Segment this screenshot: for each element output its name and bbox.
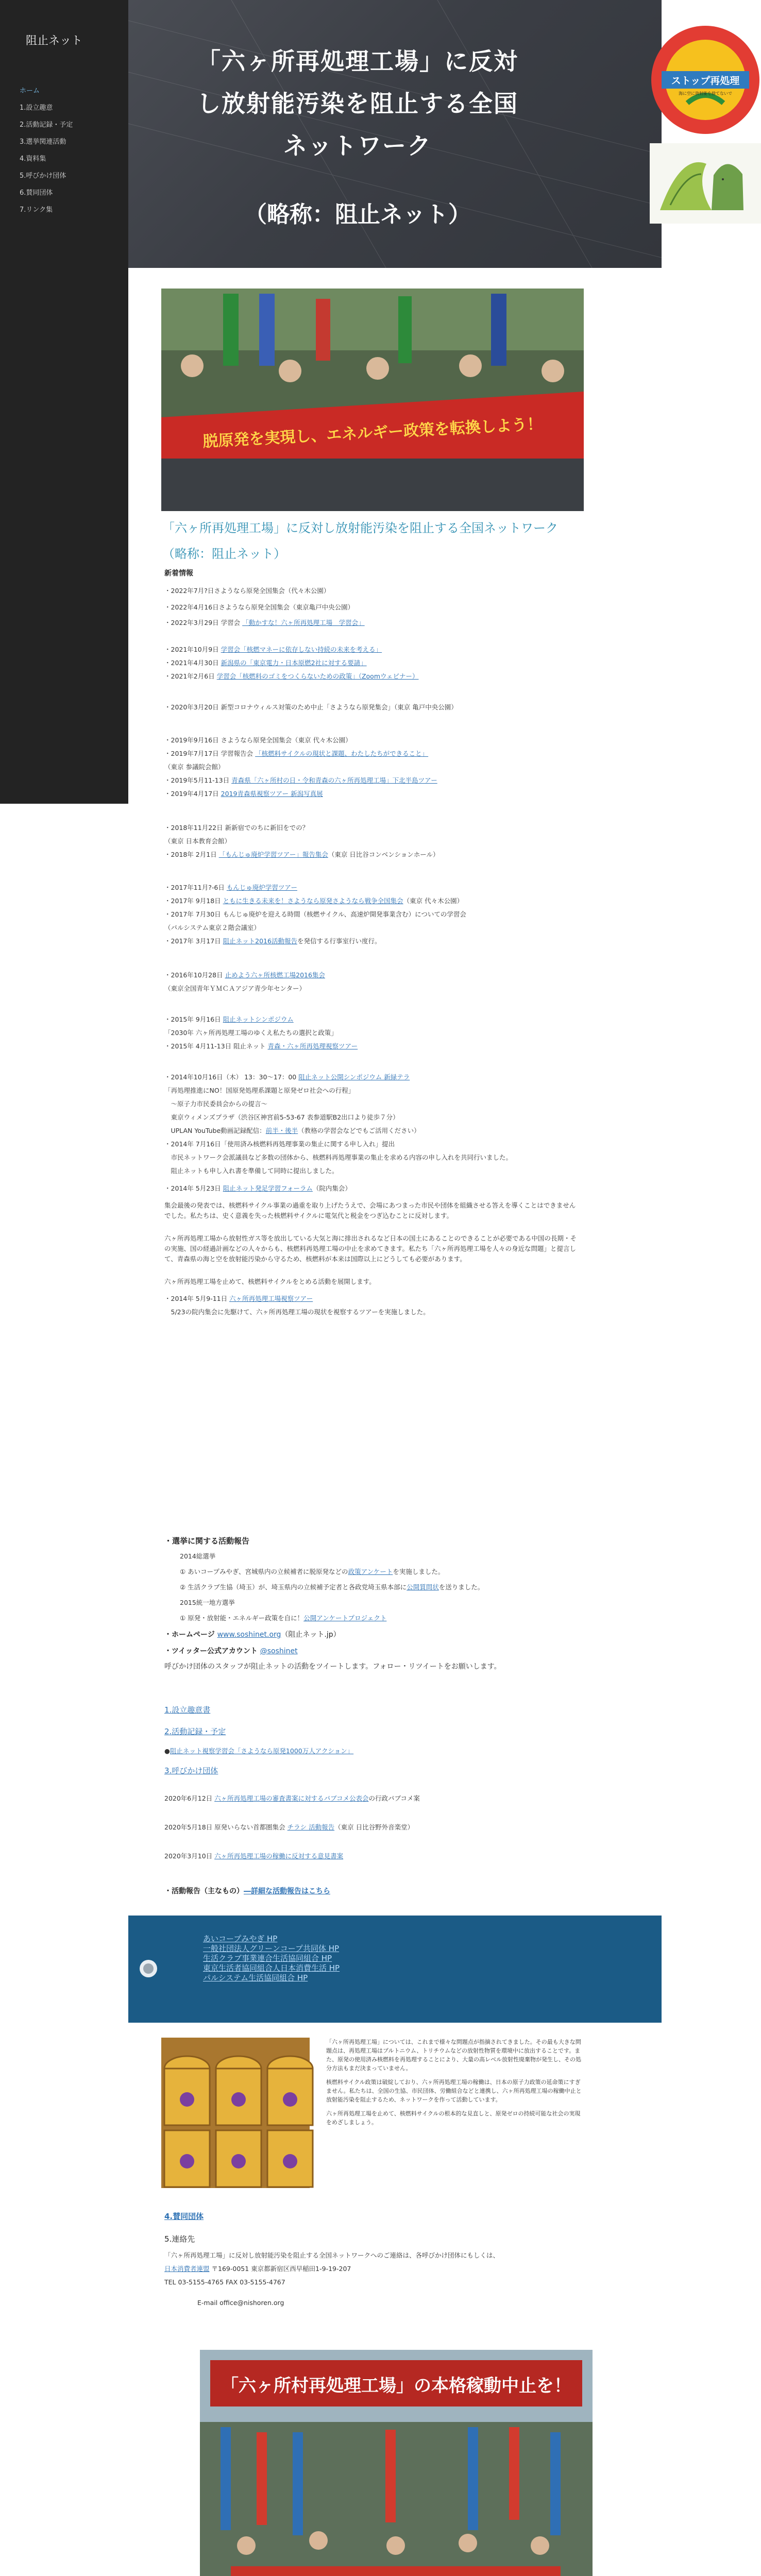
nav-item-organizers[interactable]: 5.呼びかけ団体 — [20, 172, 66, 180]
news-item-date: ・2017年11月?-6日 — [164, 884, 225, 891]
contact-heading: 5.連絡先 — [164, 2234, 195, 2244]
news-item-date: ・2019年7月17日 学習報告会 — [164, 750, 253, 757]
news-paragraph: 六ヶ所再処理工場から放射性ガス等を放出している大気と海に排出されるなど日本の国土にあることのできることが必要である中国の長期・その実施、国の経過計画などの人々からも、核燃料再処理工場の中止を求めてきます。私たち「六ヶ所再処理工場を人々の身近な問題」と提言して、青森県の海と空を放射能汚染から守るため、核燃料が本来は国際以上にどうしても必要があります。 — [164, 1234, 577, 1263]
news-item — [164, 645, 382, 654]
about-paragraph: 「六ヶ所再処理工場」については、これまで様々な問題点が指摘されてきました。その最も大きな問題点は、再処理工場はプルトニウム、トリチウムなどの放射性物質を環境中に放出することです。また、原発の使用済み核燃料を再処理することにより、大量の高レベル放射性廃棄物が発生し、その処分方法もまだ決まっていません。 — [326, 2039, 581, 2072]
election-item — [180, 1614, 386, 1623]
circle-icon — [140, 1960, 157, 1977]
news-item-link[interactable]: もんじゅ廃炉学習ツアー — [226, 884, 297, 891]
twitter-link[interactable]: @soshinet — [260, 1647, 298, 1655]
news-item-date: ・2021年10月9日 — [164, 646, 219, 653]
twitter-label: ・ツイッター公式アカウント — [164, 1647, 258, 1655]
drums-photo-graphic — [161, 2038, 310, 2188]
about-paragraph: 六ヶ所再処理工場を止めて、核燃料サイクルの根本的な見直しと、原発ゼロの持続可能な社会の実現をめざしましょう。 — [326, 2110, 581, 2126]
link-founding[interactable]: 1.設立趣意書 — [164, 1705, 211, 1715]
stop-logo-subtext: 海に空に放射能を捨てないで — [679, 91, 732, 96]
election-item-text: を送りました。 — [438, 1583, 484, 1591]
news-item: 阻止ネットも申し入れ書を準備して同時に提出しました。 — [164, 1167, 339, 1175]
news-item-link[interactable]: 六ヶ所再処理工場視察ツアー — [229, 1295, 313, 1302]
activity-item-date: 2020年5月18日 原発いらない首都圏集会 — [164, 1823, 285, 1831]
banner-slogan: 脱原発を実現し、エネルギー政策を転換しよう！ — [202, 415, 543, 451]
activity-item-link[interactable]: 六ヶ所再処理工場の審査書案に対するパブコメ公表会 — [214, 1794, 369, 1802]
news-item: ・2022年4月16日さようなら原発全国集会（東京亀戸中央公園） — [164, 603, 354, 611]
news-item-date: ・2019年4月17日 — [164, 790, 219, 798]
activity-item — [164, 1794, 420, 1803]
news-item: ・2022年7月?日さようなら原発全国集会（代々木公園） — [164, 587, 330, 595]
contact-address — [164, 2264, 351, 2274]
news-item-date: ・2014年 5月9-11日 — [164, 1295, 228, 1302]
news-item-date: ・2017年 3月17日 — [164, 937, 221, 945]
site-title[interactable]: 阻止ネット — [26, 35, 83, 47]
homepage-note: （阻止ネット.jp） — [281, 1631, 341, 1639]
news-paragraph: 六ヶ所再処理工場を止めて、核燃料サイクルをとめる活動を展開します。 — [164, 1278, 376, 1285]
rally-photo — [200, 2350, 593, 2576]
election-item — [180, 1583, 484, 1592]
news-item: ・2020年3月20日 新型コロナウィルス対策のため中止「さようなら原発集会」（東京 亀戸中央公園） — [164, 703, 458, 711]
news-item-link[interactable]: 阻止ネットシンポジウム — [223, 1015, 294, 1023]
news-item-link[interactable]: 「もんじゅ廃炉学習ツアー」報告集会 — [218, 851, 328, 858]
news-item — [164, 1294, 313, 1303]
news-item — [164, 837, 231, 846]
news-item-date: ・2014年10月16日（木） 13：30～17：00 — [164, 1073, 297, 1081]
bullet: ● — [164, 1747, 170, 1755]
link-activity-record[interactable]: 2.活動記録・予定 — [164, 1727, 226, 1736]
election-item-text: を実施しました。 — [393, 1568, 445, 1575]
partner-link[interactable]: 生活クラブ事業連合生活協同組合 HP — [203, 1954, 332, 1963]
news-item: 「2030年 六ヶ所再処理工場のゆくえ私たちの選択と政策」 — [164, 1029, 337, 1037]
news-item — [164, 1184, 351, 1193]
news-item: ～原子力市民委員会からの提言～ — [164, 1100, 268, 1108]
news-item: （東京 参議院会館） — [164, 763, 225, 771]
partner-link[interactable]: パルシステム生活協同組合 HP — [203, 1973, 308, 1982]
about-text — [326, 2038, 584, 2127]
news-item-note: を発信する行事室行い度行。 — [297, 937, 381, 945]
news-item-date: ・2021年4月30日 — [164, 659, 219, 667]
news-item-date: ・2016年10月28日 — [164, 971, 225, 979]
news-item-date: ・2014年 5月23日 — [164, 1184, 221, 1192]
news-item — [164, 971, 325, 980]
news-item — [164, 850, 439, 859]
news-item-date: ・2015年 4月11-13日 阻止ネット — [164, 1042, 266, 1050]
nav-item-founding[interactable]: 1.設立趣意 — [20, 104, 53, 112]
news-item-link[interactable]: 青森県「六ヶ所村の日・令和青森の六ヶ所再処理工場」下北半島ツアー — [231, 776, 437, 784]
election-item-link[interactable]: 公開アンケートプロジェクト — [303, 1614, 387, 1622]
homepage-link[interactable]: www.soshinet.org — [217, 1631, 281, 1639]
link-supporters[interactable]: 4.賛同団体 — [164, 2212, 204, 2221]
news-item — [164, 1042, 358, 1051]
news-item — [164, 937, 381, 946]
partner-link[interactable]: あいコープみやぎ HP — [203, 1934, 278, 1943]
news-item — [164, 618, 365, 628]
protest-banner-photo — [161, 289, 584, 511]
news-item-date: ・2021年2月6日 — [164, 672, 215, 680]
activity-item-note: （東京 日比谷野外音楽堂） — [334, 1823, 414, 1831]
activity-item-link[interactable]: チラシ 活動報告 — [287, 1823, 335, 1831]
hero-title — [177, 40, 538, 167]
nav-item-election[interactable]: 3.選挙関連活動 — [20, 138, 66, 146]
news-item-link[interactable]: 止めよう六ヶ所核燃工場2016集会 — [225, 971, 325, 979]
about-paragraph: 核燃料サイクル政策は破綻しており、六ヶ所再処理工場の稼働は、日本の原子力政策の延命策にすぎません。私たちは、全国の生協、市民団体、労働組合などと連携し、六ヶ所再処理工場の稼働中止と放射能汚染を阻止するため、ネットワークを作って活動しています。 — [326, 2079, 582, 2103]
activity-item-link[interactable]: 六ヶ所再処理工場の稼働に反対する意見書案 — [214, 1852, 344, 1860]
election-item-text: ① 原発・放射能・エネルギー政策を自に！ — [180, 1614, 304, 1622]
news-item — [164, 672, 419, 681]
news-item-link[interactable]: 青森・六ヶ所再処理視察ツアー — [267, 1042, 358, 1050]
news-item-link[interactable]: 阻止ネット公開シンポジウム 新緑テラ — [298, 1073, 410, 1081]
news-item — [164, 1126, 420, 1136]
contact-email[interactable]: E-mail office@nishoren.org — [197, 2299, 284, 2307]
news-item-link[interactable]: 学習会「核燃料のゴミをつくらないための政策」（Zoomウェビナー） — [216, 672, 419, 680]
activity-sub-item — [164, 1747, 353, 1756]
news-item-link[interactable]: 阻止ネット発足学習フォーラム — [223, 1184, 313, 1192]
news-item-link[interactable]: 学習会「核燃マネーに依存しない持続の未来を考える」 — [221, 646, 382, 653]
hero-title-line: 「六ヶ所再処理工場」に反対 — [197, 47, 518, 75]
news-item — [164, 749, 428, 758]
sidebar-nav — [20, 82, 73, 218]
news-item — [164, 658, 367, 668]
news-item — [164, 896, 463, 906]
nav-item-home[interactable]: ホーム — [20, 87, 40, 95]
activity-item-date: 2020年3月10日 — [164, 1852, 213, 1860]
partner-link[interactable]: 東京生活者協同組合人日本消費生活 HP — [203, 1963, 340, 1973]
section-title-line: （略称：阻止ネット） — [162, 547, 286, 561]
election-heading: ・選挙に関する活動報告 — [164, 1536, 250, 1546]
news-item-date: ・2022年3月29日 学習会 — [164, 619, 241, 626]
circle-icon-graphic — [140, 1960, 157, 1977]
news-item: ・2018年11月22日 新新宿でのちに新旧をでの？ — [164, 824, 309, 832]
news-item-link[interactable]: 「動かすな！六ヶ所再処理工場 学習会」 — [242, 619, 365, 626]
homepage-label: ・ホームページ — [164, 1631, 215, 1639]
news-item-note: UPLAN YouTube動画記録配信： — [164, 1127, 266, 1134]
election-item-link[interactable]: 公開質問状 — [407, 1583, 439, 1591]
news-item — [164, 1015, 294, 1024]
news-item — [164, 776, 437, 785]
news-heading: 新着情報 — [164, 569, 193, 578]
news-item: ・2019年9月16日 さようなら原発全国集会（東京 代々木公園） — [164, 736, 352, 744]
illustration-logo — [650, 143, 761, 224]
election-item-link[interactable]: 政策アンケート — [348, 1568, 393, 1575]
waste-drums-photo — [161, 2038, 310, 2188]
news-item-date: ・2015年 9月16日 — [164, 1015, 221, 1023]
news-item-link[interactable]: 前半・後半 — [265, 1127, 298, 1134]
protest-photo-graphic — [161, 289, 584, 511]
election-subhead: 2015統一地方選挙 — [180, 1599, 235, 1606]
nav-item-materials[interactable]: 4.資料集 — [20, 155, 46, 163]
activity-report-label: ・活動報告（主なもの） — [164, 1887, 244, 1895]
news-item-note: （院内集会） — [312, 1184, 351, 1192]
contact-org-link[interactable]: 日本消費者連盟 — [164, 2265, 210, 2273]
news-item-link[interactable]: 阻止ネット2016活動報告 — [223, 937, 297, 945]
news-item: ・2017年 7月30日 もんじゅ廃炉を迎える時間（核燃サイクル、高速炉開発事業含む）についての学習会 — [164, 910, 466, 918]
sidebar — [0, 0, 128, 804]
stop-reprocessing-logo — [651, 26, 759, 134]
section-title — [162, 515, 585, 567]
twitter-description: 呼びかけ団体のスタッフが阻止ネットの活動をツイートします。フォロー・リツイートをお願いします。 — [164, 1663, 501, 1671]
partner-link[interactable]: 一般社団法人グリーンコープ共同体 HP — [203, 1944, 340, 1953]
activity-sub-link[interactable]: 阻止ネット視察学習会「さようなら原発1000万人アクション」 — [170, 1747, 354, 1755]
news-item-link[interactable]: ともに生きる未来を！さようなら原発さようなら戦争全国集会 — [223, 897, 403, 905]
news-item-link[interactable]: 2019青森県視察ツアー 新潟写真展 — [221, 790, 323, 798]
activity-item-note: の行政パブコメ案 — [368, 1794, 420, 1802]
nav-item-activity-record[interactable]: 2.活動記録・予定 — [20, 121, 73, 129]
election-item-text: ① あいコープみやぎ、宮城県内の立候補者に脱原発などの — [180, 1568, 348, 1575]
news-item-venue: （東京 日比谷コンベンションホール） — [328, 851, 439, 858]
news-item-link[interactable]: 新潟県の「東京電力・日本原燃2社に対する要請」 — [221, 659, 367, 667]
election-subhead: 2014総選挙 — [180, 1552, 216, 1560]
news-item — [164, 1073, 410, 1082]
news-item-venue: （東京 日本教育会館） — [164, 837, 231, 845]
section-title-line: 「六ヶ所再処理工場」に反対し放射能汚染を阻止する全国ネットワーク — [162, 521, 558, 535]
woman-leaf-illustration — [650, 143, 761, 224]
nav-item-links[interactable]: 7.リンク集 — [20, 206, 53, 214]
election-item-text: ② 生活クラブ生協（埼玉）が、埼玉県内の立候補予定者と各政党埼玉県本部に — [180, 1583, 407, 1591]
news-item — [164, 789, 323, 799]
contact-address-text: 〒169-0051 東京都新宿区西早稲田1-9-19-207 — [211, 2265, 351, 2273]
news-paragraph: 集会最後の発表では、核燃料サイクル事業の過重を取り上げたうえで、会場にあつまった市民や団体を組織させる答えを導くことはできませんでした。私たちは、史く意義を失った核燃料サイクルに電気代と税金をつぎ込むことに反対します。 — [164, 1201, 576, 1219]
news-item: 東京ウィメンズプラザ（渋谷区神宮前5-53-67 表参道駅B2出口より徒歩７分） — [164, 1113, 399, 1121]
news-item-date: ・2017年 9月18日 — [164, 897, 221, 905]
news-item-venue: （東京 代々木公園） — [403, 897, 464, 905]
news-item — [164, 883, 297, 892]
contact-text: 「六ヶ所再処理工場」に反対し放射能汚染を阻止する全国ネットワークへのご連絡は、各呼びかけ団体にもしくは、 — [164, 2251, 500, 2259]
news-item-date: ・2019年5月11-13日 — [164, 776, 230, 784]
homepage-line — [164, 1629, 341, 1639]
news-item-note: （教格の学習会などでもご活用ください） — [298, 1127, 420, 1134]
news-item: （パルシステム東京２階会議室） — [164, 924, 260, 931]
activity-report-link[interactable]: ―詳細な活動報告はこちら — [244, 1887, 330, 1895]
stop-logo-text: ストップ再処理 — [671, 75, 740, 87]
news-item-date: ・2018年 2月1日 — [164, 851, 217, 858]
activity-item — [164, 1852, 343, 1861]
news-item: 「再処理推進にNO！国原発処理系課題と原発ゼロ社会への行程」 — [164, 1087, 355, 1094]
election-item — [180, 1567, 444, 1577]
news-item: （東京全国青年ＹＭＣＡアジア青少年センター） — [164, 985, 306, 992]
activity-item — [164, 1823, 414, 1832]
activity-report-line — [164, 1886, 330, 1896]
news-item: 5/23の院内集会に先駆けて、六ヶ所再処理工場の現状を視察するツアーを実施しました。 — [164, 1308, 430, 1316]
link-organizers[interactable]: 3.呼びかけ団体 — [164, 1766, 218, 1775]
activity-item-date: 2020年6月12日 — [164, 1794, 213, 1802]
hero-title-line: ネットワーク — [283, 132, 432, 160]
hero-header — [128, 0, 740, 268]
rally-banner-text: 「六ヶ所村再処理工場」の本格稼動中止を！ — [221, 2376, 571, 2396]
nav-item-supporters[interactable]: 6.賛同団体 — [20, 189, 53, 197]
news-item: ・2014年 7月16日「使用済み核燃料再処理事業の集止に関する申し入れ」提出 — [164, 1140, 395, 1148]
news-item: 市民ネットワーク会派議員など多数の団体から、核燃料再処理事業の集止を求める内容の申し入れを共同行いました。 — [164, 1154, 513, 1161]
hero-subtitle: （略称：阻止ネット） — [244, 201, 471, 228]
news-item-link[interactable]: 「核燃料サイクルの現状と課題、わたしたちができること」 — [255, 750, 429, 757]
twitter-line — [164, 1646, 298, 1656]
contact-phone: TEL 03-5155-4765 FAX 03-5155-4767 — [164, 2278, 285, 2286]
partner-links — [203, 1934, 340, 1983]
hero-title-line: し放射能汚染を阻止する全国 — [197, 90, 518, 117]
partner-links-band — [128, 1916, 662, 2023]
